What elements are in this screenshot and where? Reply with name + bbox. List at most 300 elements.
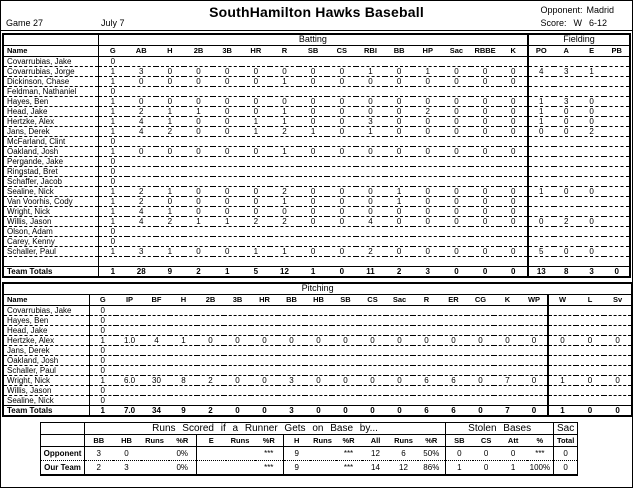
stat-cell: 0 <box>471 66 500 76</box>
stat-cell <box>197 395 224 405</box>
stat-cell <box>386 305 413 315</box>
player-name: Dickinson, Chase <box>3 76 98 86</box>
stat-cell: 0 <box>528 216 553 226</box>
stat-cell: 0 <box>213 246 242 256</box>
stat-cell: *** <box>336 447 362 461</box>
column-header: BB <box>385 45 414 56</box>
stat-cell <box>305 385 332 395</box>
total-cell: 8 <box>554 266 579 277</box>
total-cell: 0 <box>576 405 604 416</box>
pitching-row <box>3 365 632 375</box>
stat-cell: 0 <box>299 206 328 216</box>
player-name: Wright, Nick <box>3 375 89 385</box>
stat-cell <box>332 395 359 405</box>
stat-cell: 0 <box>270 206 299 216</box>
total-cell: 6 <box>440 405 467 416</box>
stat-cell <box>305 365 332 375</box>
player-name: Schaller, Paul <box>3 365 89 375</box>
stat-cell <box>554 136 579 146</box>
stat-cell <box>499 136 528 146</box>
stat-cell <box>494 365 521 375</box>
stat-cell: 0 <box>471 96 500 106</box>
batting-row <box>3 146 630 156</box>
total-cell: 0 <box>467 405 494 416</box>
stat-cell <box>604 76 630 86</box>
stat-cell: 0 <box>385 206 414 216</box>
stat-cell: 0 <box>500 447 527 461</box>
stat-cell <box>197 365 224 375</box>
stat-cell: 2 <box>356 246 385 256</box>
summary-title-row <box>41 423 578 435</box>
stat-cell: 0 <box>442 186 471 196</box>
stat-cell <box>604 56 630 66</box>
stat-cell: 4 <box>356 216 385 226</box>
stat-cell: 1.0 <box>116 335 143 345</box>
stat-cell <box>554 156 579 166</box>
stat-cell: 0 <box>89 315 116 325</box>
stat-cell: 0 <box>156 146 185 156</box>
stat-cell: 0 <box>499 186 528 196</box>
stat-cell <box>170 325 197 335</box>
stat-cell: 0 <box>327 196 356 206</box>
player-name: Willis, Jason <box>3 385 89 395</box>
total-cell: 0 <box>332 405 359 416</box>
stat-cell <box>327 226 356 236</box>
stat-cell: 1 <box>385 186 414 196</box>
column-header: G <box>89 294 116 305</box>
column-header: IP <box>116 294 143 305</box>
stat-cell <box>143 315 170 325</box>
stat-cell <box>305 315 332 325</box>
stat-cell <box>270 256 299 266</box>
stat-cell <box>359 305 386 315</box>
stat-cell <box>528 176 553 186</box>
stat-cell <box>604 395 632 405</box>
stat-cell <box>143 305 170 315</box>
player-name: Wright, Nick <box>3 206 98 216</box>
stat-cell: 0 <box>554 461 578 475</box>
stat-cell <box>226 461 255 475</box>
stat-cell: 2 <box>156 126 185 136</box>
player-name: Ringstad, Bret <box>3 166 98 176</box>
stat-cell <box>385 236 414 246</box>
page-title: SouthHamilton Hawks Baseball <box>209 4 424 20</box>
stat-cell <box>197 355 224 365</box>
stat-cell: 0 <box>156 196 185 206</box>
stat-cell: 1 <box>98 146 127 156</box>
stat-cell <box>299 236 328 246</box>
stat-cell: 0 <box>442 106 471 116</box>
stat-cell <box>116 315 143 325</box>
header-cell <box>41 435 85 447</box>
stat-cell: 0 <box>127 76 156 86</box>
stat-cell <box>299 86 328 96</box>
stat-cell <box>576 395 604 405</box>
stat-cell: 0 <box>359 375 386 385</box>
stat-cell: 0 <box>213 76 242 86</box>
stat-cell <box>270 156 299 166</box>
stat-cell: 2 <box>270 216 299 226</box>
stat-cell <box>278 395 305 405</box>
stat-cell: 1 <box>528 106 553 116</box>
stat-cell <box>270 136 299 146</box>
column-header: H <box>170 294 197 305</box>
stat-cell <box>548 325 576 335</box>
stat-cell <box>143 325 170 335</box>
stat-cell <box>143 355 170 365</box>
stat-cell: 0 <box>604 335 632 345</box>
stat-cell <box>528 206 553 216</box>
total-cell: 1 <box>548 405 576 416</box>
stat-cell: 0 <box>499 216 528 226</box>
column-header: % <box>527 435 554 447</box>
stat-cell: 0 <box>446 447 473 461</box>
stat-cell <box>299 136 328 146</box>
stat-cell <box>579 226 604 236</box>
player-name: Feldman, Nathaniel <box>3 86 98 96</box>
column-header: K <box>499 45 528 56</box>
stat-cell: 5 <box>528 246 553 256</box>
stat-cell <box>499 226 528 236</box>
column-header: 3B <box>213 45 242 56</box>
stat-cell: 0 <box>442 216 471 226</box>
total-cell: 3 <box>278 405 305 416</box>
stat-cell <box>604 106 630 116</box>
stat-cell: 0 <box>579 96 604 106</box>
stat-cell <box>213 56 242 66</box>
stat-cell <box>385 226 414 236</box>
column-header: G <box>98 45 127 56</box>
stat-cell <box>224 315 251 325</box>
stat-cell <box>224 385 251 395</box>
stat-cell: 0 <box>327 106 356 116</box>
stat-cell <box>554 56 579 66</box>
stat-cell: 1 <box>385 196 414 206</box>
player-name: Covarrubias, Jake <box>3 56 98 66</box>
stat-cell <box>528 236 553 246</box>
stat-cell <box>471 236 500 246</box>
stat-cell <box>141 447 169 461</box>
column-header: Runs <box>141 435 169 447</box>
stat-cell <box>127 226 156 236</box>
stat-cell <box>385 136 414 146</box>
stat-cell: 1 <box>510 462 516 472</box>
stat-cell <box>359 345 386 355</box>
pitching-row <box>3 305 632 315</box>
stat-cell <box>521 395 548 405</box>
stat-cell: 0 <box>356 206 385 216</box>
stat-cell <box>576 345 604 355</box>
stat-cell: 0 <box>385 116 414 126</box>
column-header: BB <box>85 435 113 447</box>
stat-cell <box>528 86 553 96</box>
stat-cell <box>579 176 604 186</box>
stat-cell <box>332 315 359 325</box>
stat-cell <box>548 395 576 405</box>
stat-cell: 2 <box>242 216 271 226</box>
stat-cell: 0 <box>327 206 356 216</box>
stat-cell: 0 <box>299 96 328 106</box>
column-header: Att <box>500 435 527 447</box>
stat-cell: 0 <box>499 66 528 76</box>
stat-cell: 1 <box>299 126 328 136</box>
stat-cell: 100% <box>529 462 551 472</box>
stat-cell: 0 <box>579 116 604 126</box>
stat-cell: 1 <box>548 375 576 385</box>
stat-cell: 1 <box>270 116 299 126</box>
stat-cell <box>604 126 630 136</box>
player-name: Van Voorhis, Cody <box>3 196 98 206</box>
stat-cell <box>116 345 143 355</box>
column-header: L <box>576 294 604 305</box>
stat-cell: 0 <box>213 66 242 76</box>
stat-cell: 14 <box>371 462 380 472</box>
stat-cell <box>579 136 604 146</box>
stat-cell <box>242 56 271 66</box>
column-header: HR <box>242 45 271 56</box>
stat-cell: 1 <box>242 116 271 126</box>
batting-row <box>3 136 630 146</box>
stat-cell: 4 <box>143 335 170 345</box>
player-name: Covarrubias, Jorge <box>3 66 98 76</box>
stat-cell: 2 <box>127 186 156 196</box>
stat-cell: 0 <box>299 246 328 256</box>
stat-cell: 2 <box>270 126 299 136</box>
stat-cell: 0 <box>213 186 242 196</box>
stat-cell <box>270 86 299 96</box>
stat-cell <box>440 315 467 325</box>
stat-cell <box>197 447 226 461</box>
stat-cell <box>467 315 494 325</box>
stat-cell <box>548 365 576 375</box>
pitching-section-title: Pitching <box>3 283 632 294</box>
stat-cell: 0 <box>270 96 299 106</box>
stat-cell: 4 <box>127 116 156 126</box>
stat-cell <box>554 146 579 156</box>
game-number: Game 27 <box>6 18 44 28</box>
stat-cell <box>251 365 278 375</box>
stat-cell <box>327 176 356 186</box>
total-cell: 0 <box>604 405 632 416</box>
stat-cell <box>356 166 385 176</box>
stat-cell <box>579 146 604 156</box>
stat-cell <box>197 305 224 315</box>
batting-row <box>3 246 630 256</box>
player-name: McFarland, Clint <box>3 136 98 146</box>
stat-cell <box>242 176 271 186</box>
player-name: Covarrubias, Jake <box>3 305 89 315</box>
stat-cell <box>386 325 413 335</box>
stat-cell <box>494 355 521 365</box>
column-header: K <box>494 294 521 305</box>
player-name: Schaller, Paul <box>3 246 98 256</box>
stat-cell: 0 <box>356 146 385 156</box>
stat-cell: 1 <box>89 375 116 385</box>
stat-cell: 0 <box>184 76 213 86</box>
pitching-row <box>3 355 632 365</box>
stat-cell <box>213 176 242 186</box>
stat-cell: 1 <box>184 216 213 226</box>
stat-cell <box>184 136 213 146</box>
stat-cell <box>579 206 604 216</box>
sac-title: Sac <box>554 423 578 435</box>
stat-cell <box>356 86 385 96</box>
stat-cell <box>242 86 271 96</box>
column-header: All <box>362 435 390 447</box>
stat-cell: 0 <box>471 76 500 86</box>
stat-cell: 2 <box>579 126 604 136</box>
header-cell <box>41 423 85 435</box>
score-result: W <box>573 18 582 28</box>
stat-cell <box>116 395 143 405</box>
stat-cell: 0 <box>251 375 278 385</box>
stat-cell: 1 <box>98 66 127 76</box>
stat-cell: 0 <box>442 116 471 126</box>
pitching-row <box>3 335 632 345</box>
stat-cell <box>521 345 548 355</box>
stat-cell: 0 <box>213 106 242 116</box>
stat-cell <box>604 236 630 246</box>
stat-cell: 3 <box>278 375 305 385</box>
stat-cell: 4 <box>528 66 553 76</box>
stat-cell <box>521 325 548 335</box>
stat-cell <box>440 355 467 365</box>
stat-cell <box>327 236 356 246</box>
stat-cell: 0 <box>554 246 579 256</box>
stat-cell <box>184 256 213 266</box>
stat-cell: 3 <box>127 246 156 256</box>
stat-cell <box>413 56 442 66</box>
total-cell: 0 <box>442 266 471 277</box>
stat-cell <box>305 305 332 315</box>
stat-cell <box>413 136 442 146</box>
stat-cell <box>413 365 440 375</box>
game-date: July 7 <box>101 18 125 28</box>
stat-cell: 1 <box>89 335 116 345</box>
stat-cell <box>528 56 553 66</box>
stat-cell <box>251 315 278 325</box>
total-cell: 0 <box>471 266 500 277</box>
stat-cell <box>156 156 185 166</box>
stat-cell <box>359 365 386 375</box>
stat-cell <box>548 355 576 365</box>
stat-cell <box>499 166 528 176</box>
stat-cell: 12 <box>399 462 408 472</box>
stat-cell: 0 <box>499 116 528 126</box>
summary-row <box>41 447 578 461</box>
column-header: %R <box>418 435 446 447</box>
stat-cell <box>554 206 579 216</box>
fielding-section-title: Fielding <box>528 34 630 45</box>
stat-cell <box>184 166 213 176</box>
stat-cell: 0 <box>184 146 213 156</box>
stat-cell: 4 <box>127 216 156 226</box>
team-totals-row <box>3 405 632 416</box>
stat-cell: 1 <box>170 335 197 345</box>
stat-cell: 0 <box>413 216 442 226</box>
total-cell: 0 <box>327 266 356 277</box>
stat-cell <box>98 256 127 266</box>
stat-cell: 0 <box>98 156 127 166</box>
stat-cell: 1 <box>413 66 442 76</box>
stat-cell <box>278 365 305 375</box>
stat-cell: 0 <box>156 66 185 76</box>
stat-cell <box>413 236 442 246</box>
stat-cell: 1 <box>356 66 385 76</box>
stat-cell: 0% <box>169 447 197 461</box>
stat-cell <box>327 256 356 266</box>
stat-cell <box>327 166 356 176</box>
stat-cell: 1 <box>156 206 185 216</box>
stat-cell: 0 <box>98 136 127 146</box>
stat-cell <box>440 385 467 395</box>
stat-cell <box>242 156 271 166</box>
team-totals-row <box>3 266 630 277</box>
stat-cell <box>141 461 169 475</box>
stat-cell <box>467 305 494 315</box>
stat-cell <box>156 136 185 146</box>
stat-cell <box>356 136 385 146</box>
stat-cell <box>213 256 242 266</box>
stat-cell <box>213 166 242 176</box>
stat-cell: 0 <box>442 126 471 136</box>
total-cell: 1 <box>299 266 328 277</box>
stat-cell <box>604 96 630 106</box>
stat-cell: 0 <box>242 146 271 156</box>
stat-cell <box>356 56 385 66</box>
stat-cell: 0 <box>473 447 500 461</box>
stat-cell <box>251 385 278 395</box>
stat-cell: 0 <box>442 196 471 206</box>
stat-cell: 1 <box>270 76 299 86</box>
column-header: HB <box>305 294 332 305</box>
stat-cell <box>442 56 471 66</box>
stat-cell: 1 <box>98 126 127 136</box>
stat-cell <box>213 136 242 146</box>
stat-cell: 1 <box>446 461 473 475</box>
runs-scored-title: Runs Scored if a Runner Gets on Base by... <box>85 423 446 435</box>
total-cell: 0 <box>604 266 630 277</box>
stat-cell: *** <box>264 462 274 472</box>
stat-cell: 3 <box>124 462 129 472</box>
batting-section-title: Batting <box>98 34 528 45</box>
player-name: Jans, Derek <box>3 345 89 355</box>
stat-cell <box>224 355 251 365</box>
opponent-line <box>540 5 614 15</box>
stat-cell <box>156 166 185 176</box>
stat-cell: 0 <box>554 106 579 116</box>
stat-cell <box>604 136 630 146</box>
total-cell: 34 <box>143 405 170 416</box>
stat-cell <box>413 355 440 365</box>
stat-cell <box>143 345 170 355</box>
stat-cell <box>442 136 471 146</box>
stat-cell <box>604 256 630 266</box>
stat-cell: 6 <box>390 447 418 461</box>
stat-cell: 0 <box>213 206 242 216</box>
column-header: 2B <box>197 294 224 305</box>
stat-cell <box>413 176 442 186</box>
stat-cell <box>554 86 579 96</box>
total-cell: 13 <box>528 266 553 277</box>
stat-cell <box>604 166 630 176</box>
column-header: 2B <box>184 45 213 56</box>
stat-cell: 0 <box>299 106 328 116</box>
stat-cell <box>604 365 632 375</box>
total-cell: 3 <box>413 266 442 277</box>
column-header: CS <box>473 435 500 447</box>
stat-cell <box>170 315 197 325</box>
